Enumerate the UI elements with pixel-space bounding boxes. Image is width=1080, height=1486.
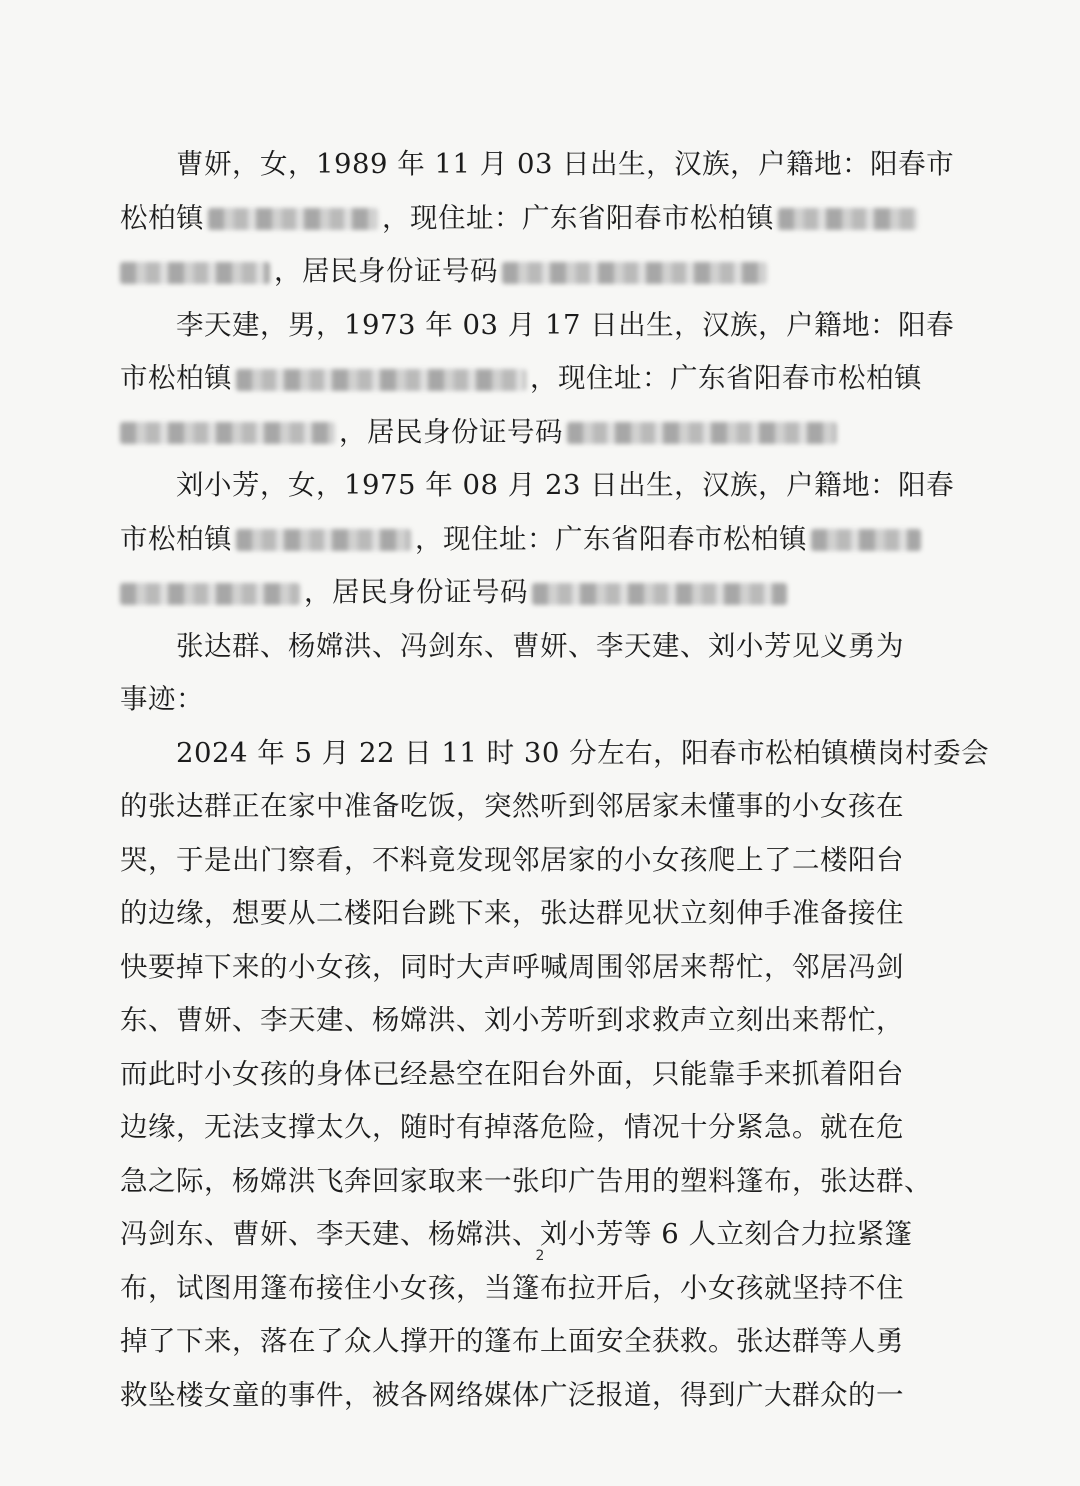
text-line: 市松柏镇 ，现住址：广东省阳春市松柏镇 [120, 513, 920, 567]
text-line: 冯剑东、曹妍、李天建、杨嫦洪、刘小芳等 6 人立刻合力拉紧篷 [120, 1218, 913, 1250]
redacted-id-number [567, 422, 837, 444]
text-line: 曹妍，女，1989 年 11 月 03 日出生，汉族，户籍地：阳春市 [176, 148, 955, 180]
text-line: ，居民身份证号码 [120, 406, 920, 460]
redacted-address [811, 529, 921, 551]
text-line: 的边缘，想要从二楼阳台跳下来，张达群见状立刻伸手准备接住 [120, 897, 904, 929]
redacted-address [778, 208, 918, 230]
text-line: 刘小芳，女，1975 年 08 月 23 日出生，汉族，户籍地：阳春 [176, 469, 955, 501]
redacted-address [236, 369, 526, 391]
text-line: 急之际，杨嫦洪飞奔回家取来一张印广告用的塑料篷布，张达群、 [120, 1164, 932, 1197]
text-line: 布，试图用篷布接住小女孩，当篷布拉开后，小女孩就坚持不住 [120, 1271, 904, 1304]
redacted-address [236, 529, 411, 551]
redacted-address [208, 208, 378, 230]
redacted-address [120, 583, 300, 605]
redacted-id-number [532, 583, 787, 605]
redacted-id-number [502, 262, 767, 284]
document-body [120, 138, 990, 1422]
text-line: ，居民身份证号码 [120, 245, 920, 299]
text-line: 边缘，无法支撑太久，随时有掉落危险，情况十分紧急。就在危 [120, 1111, 904, 1143]
text-line: 掉了下来，落在了众人撑开的篷布上面安全获救。张达群等人勇 [120, 1325, 904, 1357]
text-line: 松柏镇 ，现住址：广东省阳春市松柏镇 [120, 192, 920, 246]
text-line: 快要掉下来的小女孩，同时大声呼喊周围邻居来帮忙，邻居冯剑 [120, 950, 904, 983]
text-line: 张达群、杨嫦洪、冯剑东、曹妍、李天建、刘小芳见义勇为 [176, 629, 904, 662]
text-line: 李天建，男，1973 年 03 月 17 日出生，汉族，户籍地：阳春 [176, 308, 955, 341]
text-line: 的张达群正在家中准备吃饭，突然听到邻居家未懂事的小女孩在 [120, 790, 904, 822]
redacted-address [120, 262, 270, 284]
text-line: 救坠楼女童的事件，被各网络媒体广泛报道，得到广大群众的一 [120, 1378, 904, 1411]
text-line: 事迹： [120, 683, 204, 715]
page-number: 2 [535, 1248, 545, 1264]
text-line: 市松柏镇 ，现住址：广东省阳春市松柏镇 [120, 362, 922, 394]
text-line: 2024 年 5 月 22 日 11 时 30 分左右，阳春市松柏镇横岗村委会 [176, 736, 990, 769]
redacted-address [120, 422, 335, 444]
text-line: ，居民身份证号码 [120, 566, 920, 620]
text-line: 东、曹妍、李天建、杨嫦洪、刘小芳听到求救声立刻出来帮忙， [120, 1004, 904, 1036]
text-line: 哭，于是出门察看，不料竟发现邻居家的小女孩爬上了二楼阳台 [120, 843, 904, 876]
text-line: 而此时小女孩的身体已经悬空在阳台外面，只能靠手来抓着阳台 [120, 1057, 904, 1090]
